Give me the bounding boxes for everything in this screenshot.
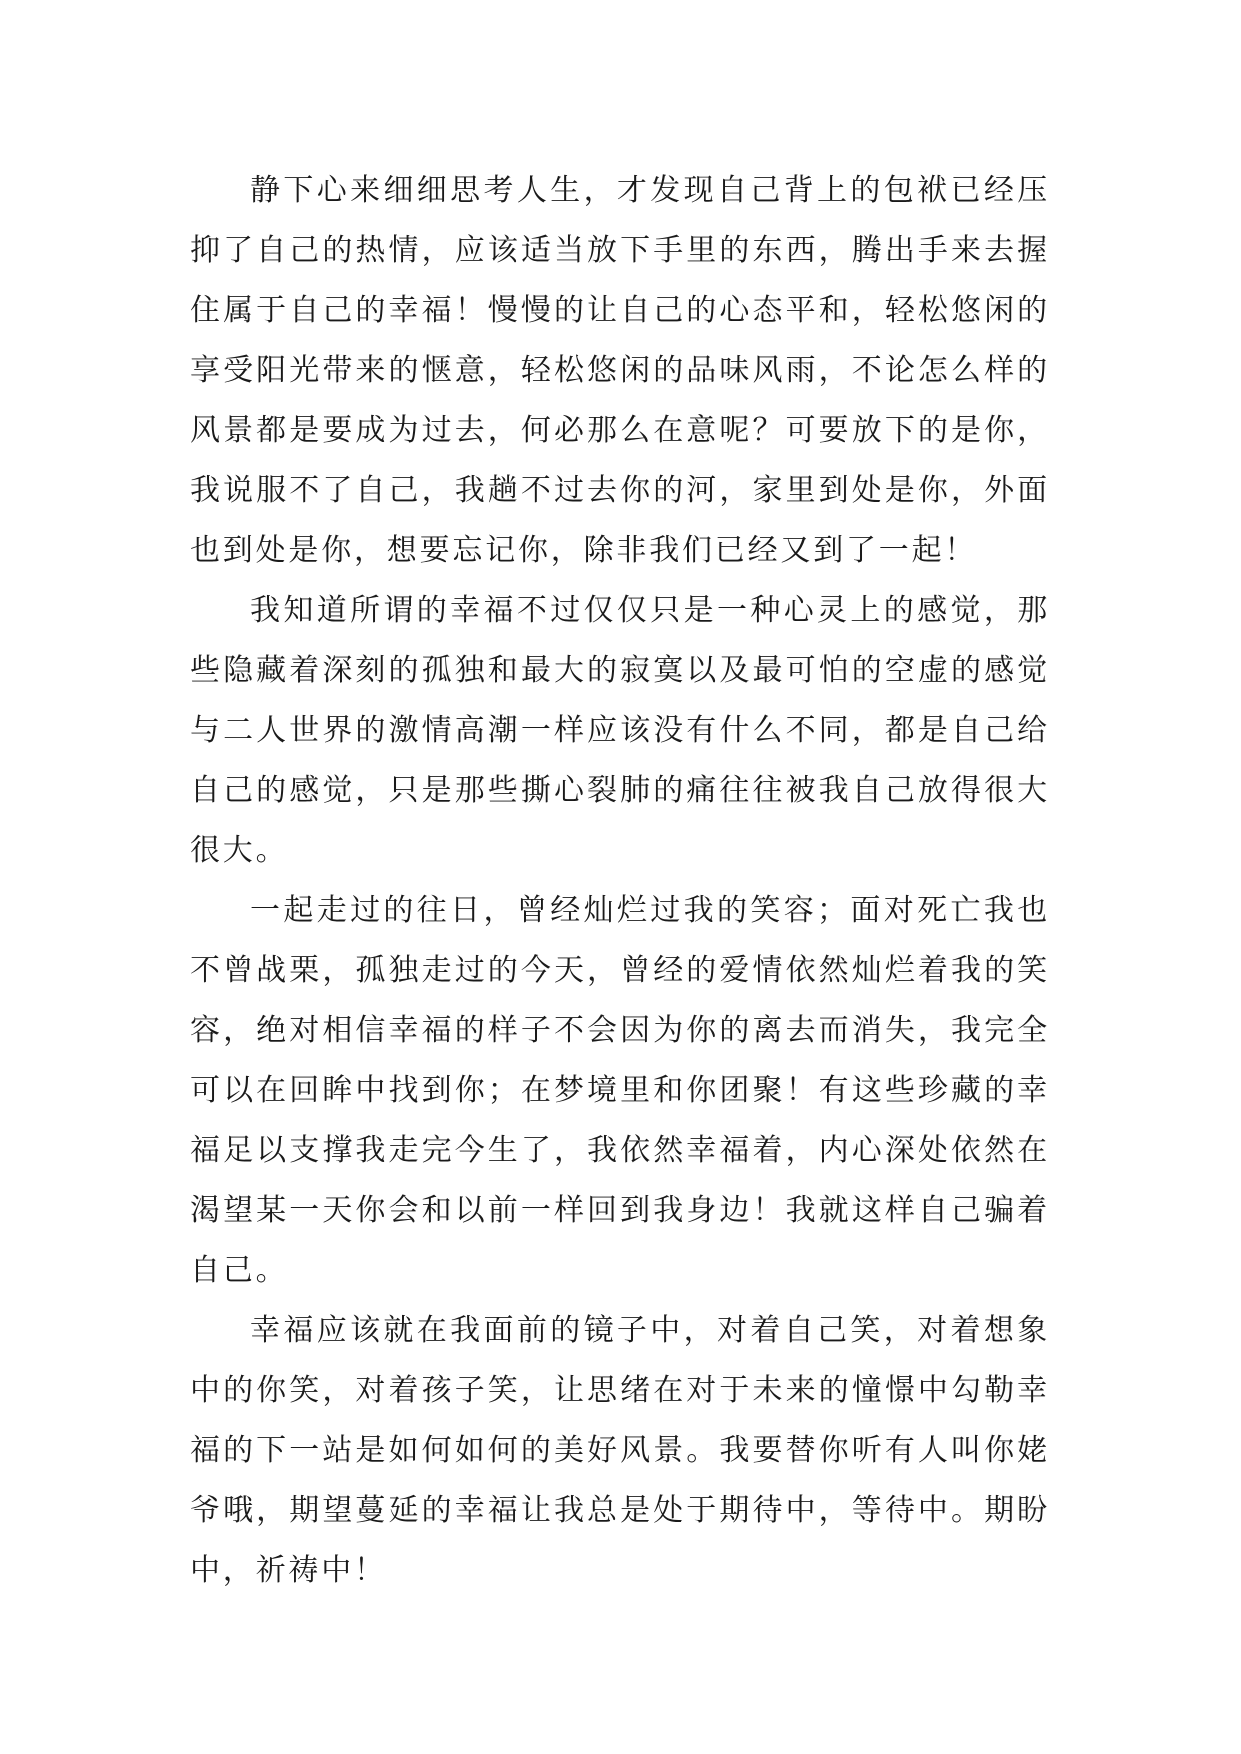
paragraph-3: 一起走过的往日，曾经灿烂过我的笑容；面对死亡我也不曾战栗，孤独走过的今天，曾经的爱情依然灿烂着我的笑容，绝对相信幸福的样子不会因为你的离去而消失，我完全可以在回眸中找到你；在梦境里和你团聚！有这些珍藏的幸福足以支撑我走完今生了，我依然幸福着，内心深处依然在渴望某一天你会和以前一样回到我身边！我就这样自己骗着自己。 — [190, 893, 1050, 1288]
paragraph-4: 幸福应该就在我面前的镜子中，对着自己笑，对着想象中的你笑，对着孩子笑，让思绪在对于未来的憧憬中勾勒幸福的下一站是如何如何的美好风景。我要替你听有人叫你姥爷哦，期望蔓延的幸福让我总是处于期待中，等待中。期盼中，祈祷中！ — [190, 1313, 1050, 1588]
paragraph-2: 我知道所谓的幸福不过仅仅只是一种心灵上的感觉，那些隐藏着深刻的孤独和最大的寂寞以及最可怕的空虚的感觉与二人世界的激情高潮一样应该没有什么不同，都是自己给自己的感觉，只是那些撕心裂肺的痛往往被我自己放得很大很大。 — [190, 593, 1050, 868]
paragraph-1: 静下心来细细思考人生，才发现自己背上的包袱已经压抑了自己的热情，应该适当放下手里的东西，腾出手来去握住属于自己的幸福！慢慢的让自己的心态平和，轻松悠闲的享受阳光带来的惬意，轻松悠闲的品味风雨，不论怎么样的风景都是要成为过去，何必那么在意呢？可要放下的是你，我说服不了自己，我趟不过去你的河，家里到处是你，外面也到处是你，想要忘记你，除非我们已经又到了一起！ — [190, 173, 1050, 568]
document-body — [190, 161, 1050, 1601]
